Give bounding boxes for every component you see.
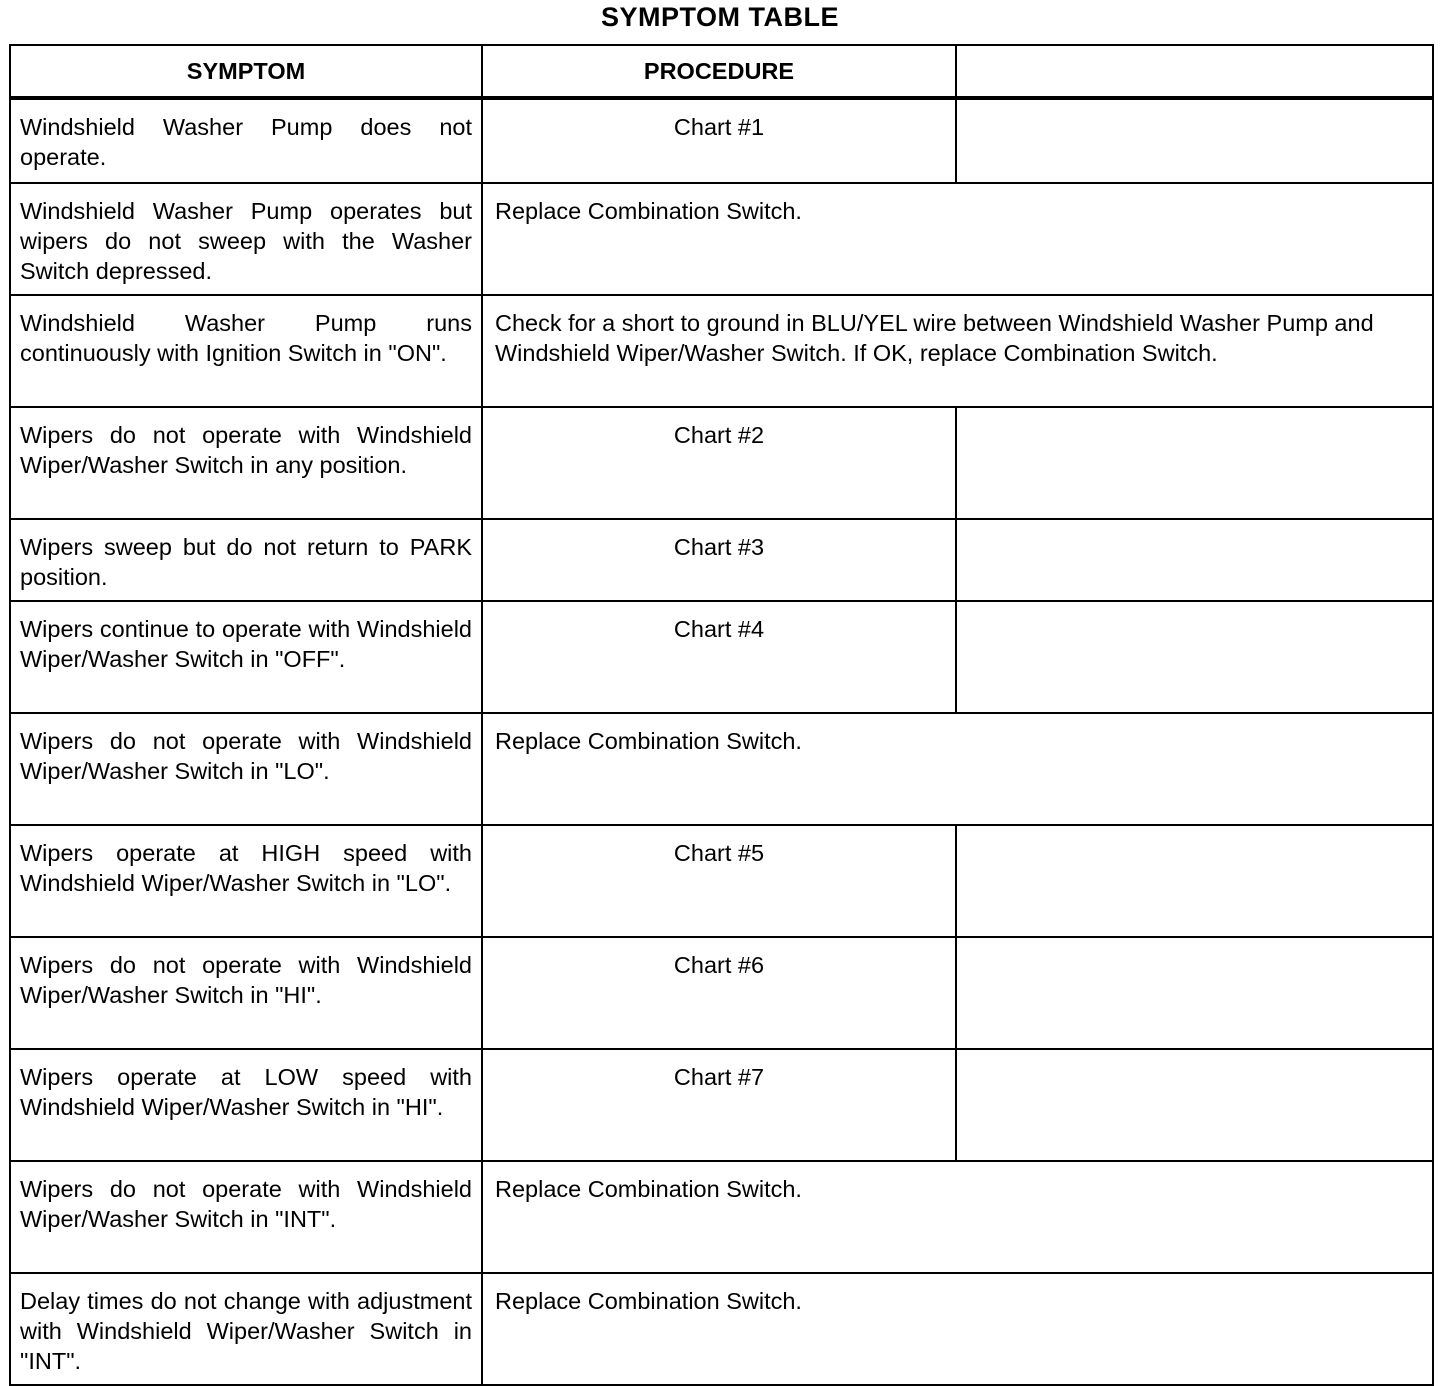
empty-cell (956, 825, 1433, 937)
procedure-cell: Chart #3 (482, 519, 956, 601)
procedure-cell: Replace Combination Switch. (482, 1273, 1433, 1385)
procedure-cell: Check for a short to ground in BLU/YEL wire between Windshield Washer Pump and Windshield Wiper/Washer Switch. If OK, replace Combination Switch. (482, 295, 1433, 407)
empty-cell (956, 601, 1433, 713)
table-row (10, 519, 1433, 601)
table-row (10, 825, 1433, 937)
procedure-cell: Chart #7 (482, 1049, 956, 1161)
empty-cell (956, 1049, 1433, 1161)
symptom-cell: Wipers sweep but do not return to PARK position. (10, 519, 482, 601)
procedure-cell: Chart #4 (482, 601, 956, 713)
procedure-cell: Replace Combination Switch. (482, 1161, 1433, 1273)
symptom-cell: Windshield Washer Pump runs continuously with Ignition Switch in "ON". (10, 295, 482, 407)
header-extra (956, 45, 1433, 98)
table-header-row (10, 45, 1433, 98)
empty-cell (956, 407, 1433, 519)
table-row (10, 937, 1433, 1049)
procedure-cell: Chart #5 (482, 825, 956, 937)
symptom-cell: Wipers do not operate with Windshield Wiper/Washer Switch in any position. (10, 407, 482, 519)
empty-cell (956, 98, 1433, 183)
header-symptom: SYMPTOM (10, 45, 482, 98)
procedure-cell: Chart #1 (482, 98, 956, 183)
procedure-cell: Replace Combination Switch. (482, 183, 1433, 295)
header-procedure: PROCEDURE (482, 45, 956, 98)
page-title: SYMPTOM TABLE (600, 2, 839, 32)
symptom-cell: Windshield Washer Pump operates but wipers do not sweep with the Washer Switch depressed. (10, 183, 482, 295)
table-row (10, 98, 1433, 183)
symptom-cell: Wipers continue to operate with Windshield Wiper/Washer Switch in "OFF". (10, 601, 482, 713)
table-row (10, 295, 1433, 407)
table-row (10, 1049, 1433, 1161)
symptom-cell: Wipers operate at HIGH speed with Windshield Wiper/Washer Switch in "LO". (10, 825, 482, 937)
symptom-table (9, 44, 1434, 1386)
table-row (10, 407, 1433, 519)
procedure-cell: Replace Combination Switch. (482, 713, 1433, 825)
symptom-cell: Wipers do not operate with Windshield Wiper/Washer Switch in "LO". (10, 713, 482, 825)
table-row (10, 713, 1433, 825)
empty-cell (956, 937, 1433, 1049)
symptom-cell: Windshield Washer Pump does not operate. (10, 98, 482, 183)
symptom-cell: Wipers do not operate with Windshield Wiper/Washer Switch in "INT". (10, 1161, 482, 1273)
table-row (10, 1161, 1433, 1273)
empty-cell (956, 519, 1433, 601)
symptom-cell: Wipers operate at LOW speed with Windshield Wiper/Washer Switch in "HI". (10, 1049, 482, 1161)
table-row (10, 183, 1433, 295)
procedure-cell: Chart #6 (482, 937, 956, 1049)
procedure-cell: Chart #2 (482, 407, 956, 519)
symptom-cell: Wipers do not operate with Windshield Wiper/Washer Switch in "HI". (10, 937, 482, 1049)
table-row (10, 601, 1433, 713)
symptom-cell: Delay times do not change with adjustment with Windshield Wiper/Washer Switch in "INT". (10, 1273, 482, 1385)
table-row (10, 1273, 1433, 1385)
